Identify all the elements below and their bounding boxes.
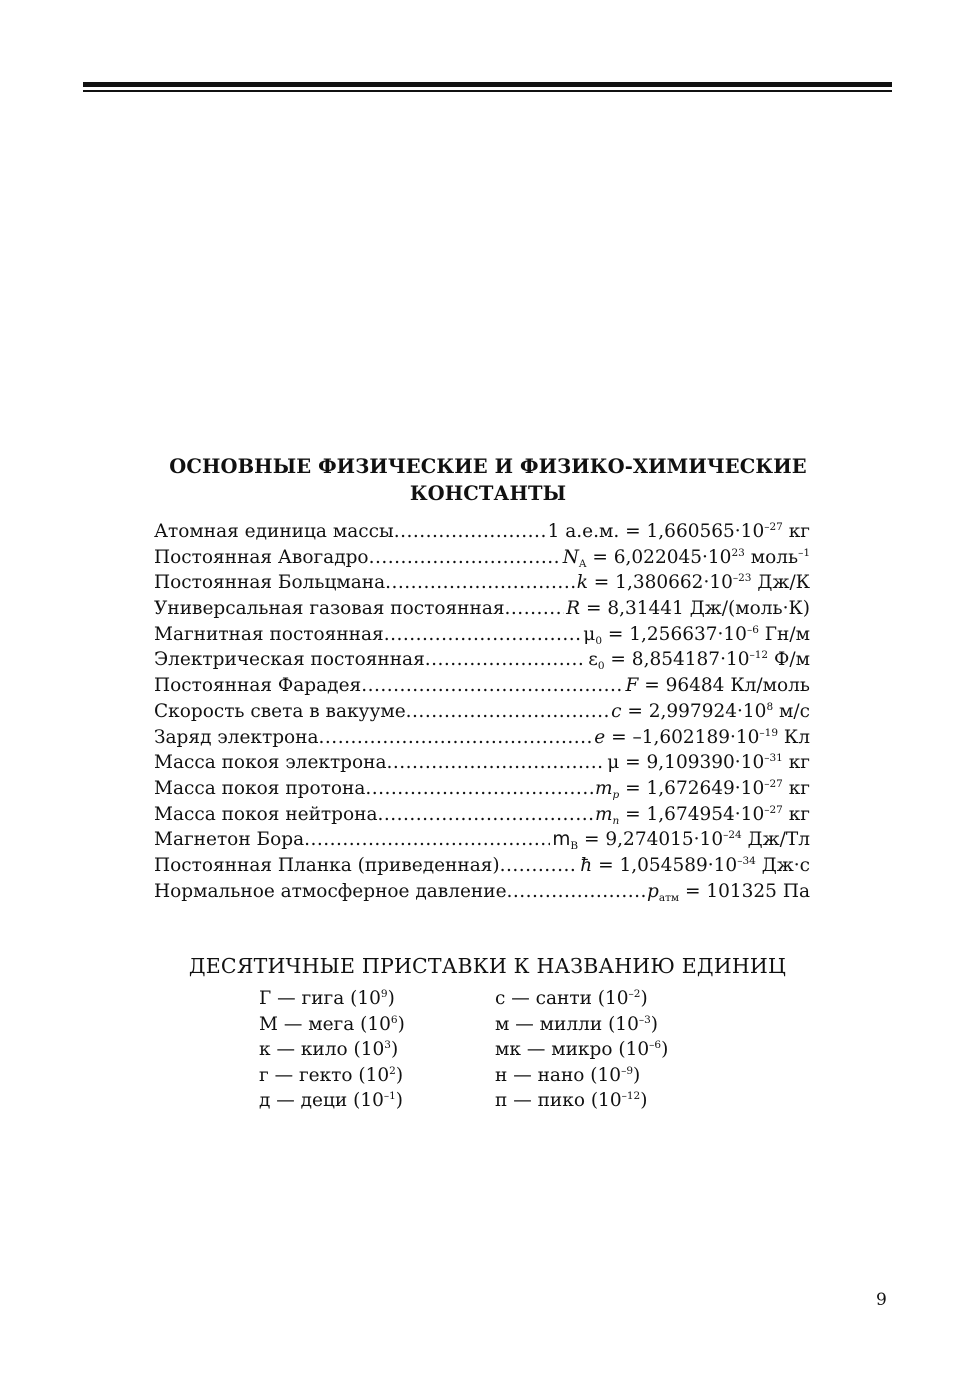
prefix-item: Г — гига $(10^9)$ bbox=[259, 988, 395, 1009]
leader-dots bbox=[387, 752, 606, 773]
constant-row bbox=[154, 804, 810, 830]
leader-dots bbox=[361, 675, 623, 696]
prefixes-title: ДЕСЯТИЧНЫЕ ПРИСТАВКИ К НАЗВАНИЮ ЕДИНИЦ bbox=[188, 954, 787, 978]
constant-row bbox=[154, 649, 810, 675]
prefix-item: М — мега $(10^6)$ bbox=[259, 1013, 405, 1035]
leader-dots bbox=[425, 649, 587, 670]
constant-row bbox=[154, 572, 810, 598]
constant-row bbox=[154, 701, 810, 727]
constant-value: $\mu_0 = 1,256637\cdot 10^{-6}$ Гн/м bbox=[583, 623, 810, 647]
constant-row bbox=[154, 881, 810, 907]
header-rule-thin bbox=[83, 90, 892, 92]
leader-dots bbox=[394, 521, 546, 542]
constant-value: R = 8,31441 Дж/(моль·К) bbox=[566, 598, 810, 620]
constant-name: Магнетон Бора bbox=[154, 829, 305, 851]
constant-name: Атомная единица массы bbox=[154, 521, 394, 542]
constant-name: Постоянная Фарадея bbox=[154, 675, 362, 697]
constant-name: Заряд электрона bbox=[154, 726, 319, 748]
prefix-item: д — деци $(10^{-1})$ bbox=[259, 1090, 404, 1111]
leader-dots bbox=[384, 624, 582, 645]
constant-row bbox=[154, 855, 810, 881]
leader-dots bbox=[365, 778, 593, 799]
constant-name: Масса покоя электрона bbox=[154, 752, 387, 774]
prefix-item: к — кило $(10^3)$ bbox=[259, 1039, 399, 1060]
constant-value: $N_A = 6,022045\cdot 10^{23}$ моль$^{-1}$ bbox=[562, 546, 810, 570]
constant-name: Масса покоя протона bbox=[154, 777, 366, 799]
constant-row bbox=[154, 778, 810, 804]
leader-dots bbox=[406, 701, 609, 722]
leader-dots bbox=[304, 829, 550, 850]
page-number: 9 bbox=[876, 1290, 887, 1310]
constant-value: $m_n = 1,674954\cdot 10^{-27}$ кг bbox=[594, 803, 810, 827]
leader-dots bbox=[385, 572, 575, 593]
constant-name: Электрическая постоянная bbox=[154, 649, 425, 671]
prefix-item: м — милли $(10^{-3})$ bbox=[495, 1013, 659, 1035]
constant-row bbox=[154, 598, 810, 624]
prefix-item: н — нано $(10^{-9})$ bbox=[495, 1064, 641, 1086]
constant-row bbox=[154, 752, 810, 778]
constant-row bbox=[154, 547, 810, 573]
leader-dots bbox=[378, 804, 593, 825]
constants-list bbox=[154, 521, 810, 906]
constant-name: Магнитная постоянная bbox=[154, 623, 384, 645]
constant-row bbox=[154, 521, 810, 547]
constant-value: 1 а.е.м. = $1,660565\cdot 10^{-27}$ кг bbox=[547, 521, 810, 542]
constant-row bbox=[154, 829, 810, 855]
section-title bbox=[153, 453, 823, 507]
constant-name: Масса покоя нейтрона bbox=[154, 803, 378, 825]
leader-dots bbox=[500, 855, 579, 876]
constant-value: $m_p = 1,672649\cdot 10^{-27}$ кг bbox=[594, 777, 810, 801]
leader-dots bbox=[319, 727, 593, 748]
constant-name: Нормальное атмосферное давление bbox=[154, 880, 507, 902]
constant-name: Постоянная Больцмана bbox=[154, 572, 386, 594]
constant-value: $p_{атм} = 101325$ Па bbox=[646, 880, 810, 904]
leader-dots bbox=[369, 547, 561, 568]
constant-row bbox=[154, 624, 810, 650]
constant-row bbox=[154, 675, 810, 701]
constant-value: $m_B = 9,274015\cdot 10^{-24}$ Дж/Тл bbox=[552, 829, 810, 853]
prefix-item: п — пико $(10^{-12})$ bbox=[495, 1090, 648, 1111]
constant-value: $e = -1,602189\cdot 10^{-19}$ Кл bbox=[594, 726, 810, 748]
prefixes-right-column bbox=[495, 988, 668, 1116]
constant-value: ħ = $1,054589\cdot 10^{-34}$ Дж·с bbox=[580, 854, 810, 876]
leader-dots bbox=[507, 881, 645, 902]
constant-value: F = 96484 Кл/моль bbox=[625, 675, 810, 697]
constant-name: Постоянная Авогадро bbox=[154, 546, 369, 568]
constant-value: $k = 1,380662\cdot 10^{-23}$ Дж/К bbox=[576, 572, 810, 594]
prefixes-left-column bbox=[259, 988, 405, 1116]
constant-row bbox=[154, 727, 810, 753]
section-title-line-1: ОСНОВНЫЕ ФИЗИЧЕСКИЕ И ФИЗИКО-ХИМИЧЕСКИЕ bbox=[169, 455, 807, 478]
constant-name: Постоянная Планка (приведенная) bbox=[154, 854, 500, 876]
section-title-line-2: КОНСТАНТЫ bbox=[409, 482, 567, 505]
leader-dots bbox=[505, 598, 565, 619]
constant-value: $\mu = 9,109390\cdot 10^{-31}$ кг bbox=[607, 752, 810, 774]
constant-name: Универсальная газовая постоянная bbox=[154, 598, 505, 620]
constant-value: $c = 2,997924\cdot 10^8$ м/с bbox=[611, 700, 810, 722]
header-rule-thick bbox=[83, 82, 892, 87]
constant-name: Скорость света в вакууме bbox=[154, 700, 406, 722]
prefix-item: мк — микро $(10^{-6})$ bbox=[495, 1039, 669, 1060]
constant-value: $\varepsilon_0 = 8,854187\cdot 10^{-12}$ Ф/м bbox=[588, 649, 810, 673]
prefix-item: г — гекто $(10^2)$ bbox=[259, 1064, 404, 1086]
prefix-item: с — санти $(10^{-2})$ bbox=[495, 988, 648, 1009]
